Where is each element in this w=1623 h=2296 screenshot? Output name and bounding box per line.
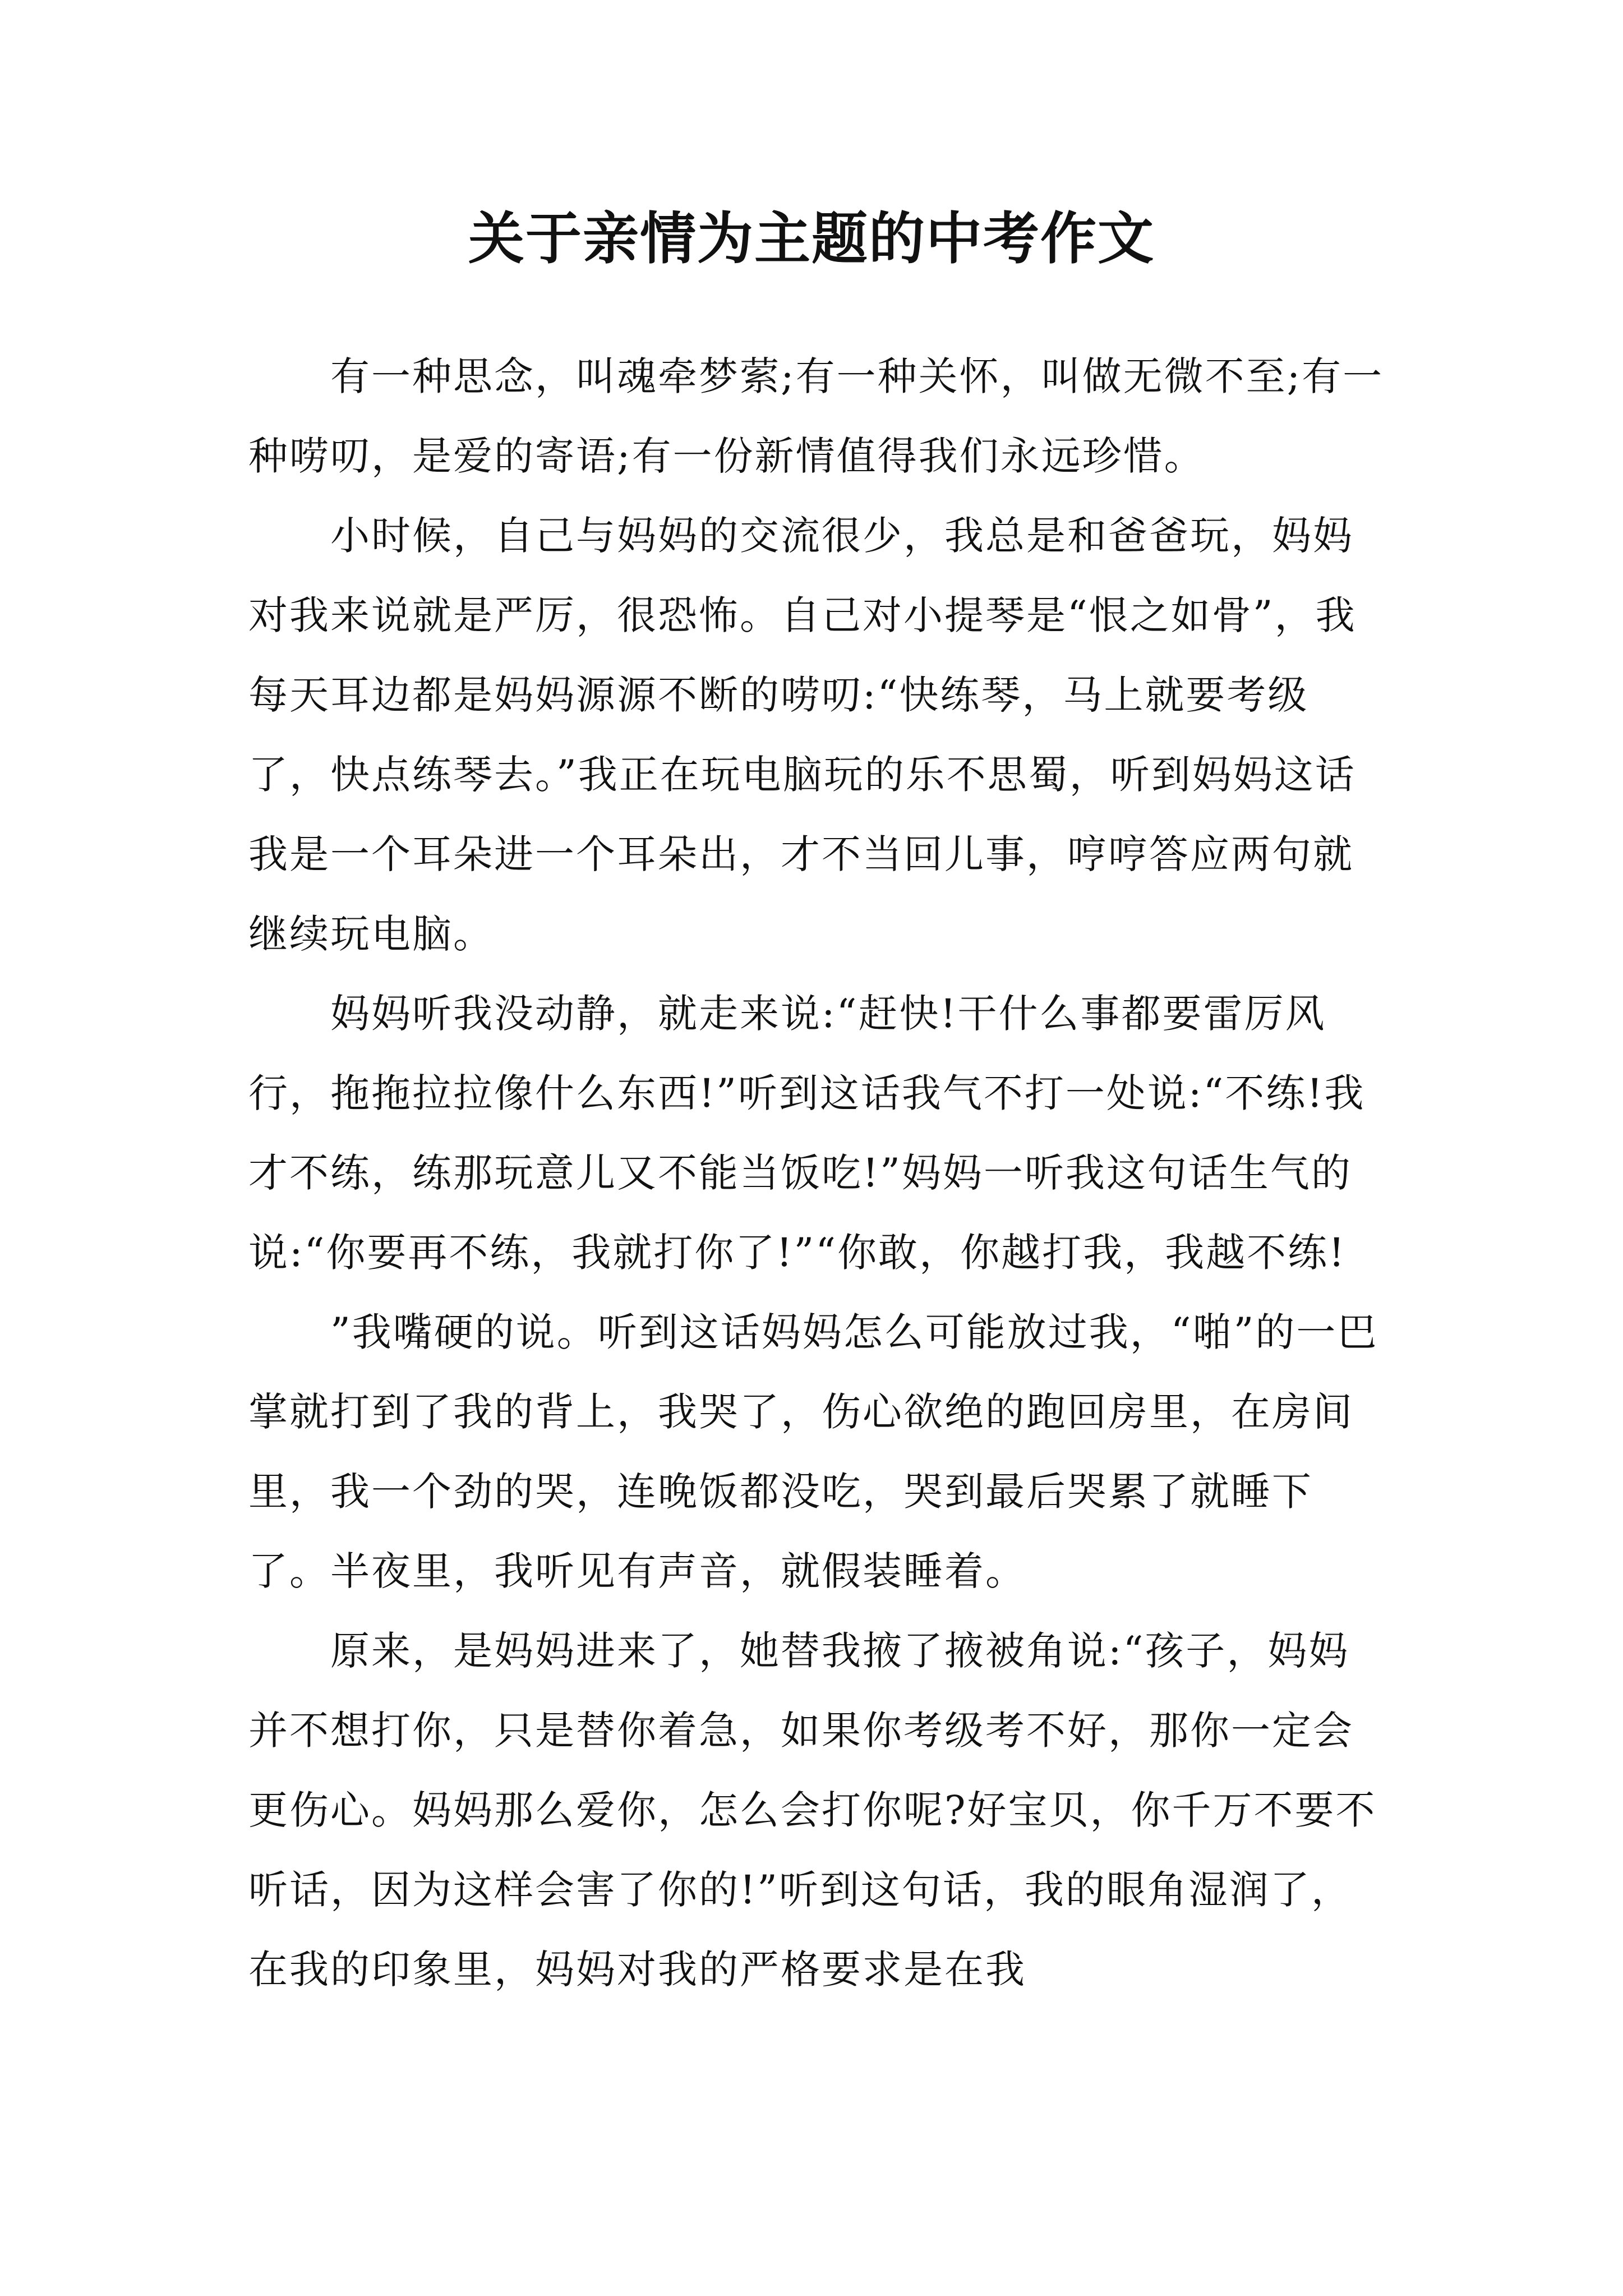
paragraph-1: 有一种思念，叫魂牵梦萦;有一种关怀，叫做无微不至;有一种唠叨，是爱的寄语;有一份新情值得我们永远珍惜。 xyxy=(248,353,1384,479)
document-title: 关于亲情为主题的中考作文 xyxy=(468,205,1155,272)
paragraph-3: 妈妈听我没动静，就走来说:“赶快!干什么事都要雷厉风行，拖拖拉拉像什么东西!”听到这话我气不打一处说:“不练!我才不练，练那玩意儿又不能当饭吃!”妈妈一听我这句话生气的说:“你要再不练，我就打你了!”“你敢，你越打我，我越不练! xyxy=(248,991,1366,1276)
paragraph-2: 小时候，自己与妈妈的交流很少，我总是和爸爸玩，妈妈对我来说就是严厉，很恐怖。自己对小提琴是“恨之如骨”，我每天耳边都是妈妈源源不断的唠叨:“快练琴，马上就要考级了，快点练琴去。”我正在玩电脑玩的乐不思蜀，听到妈妈这话我是一个耳朵进一个耳朵出，才不当回儿事，哼哼答应两句就继续玩电脑。 xyxy=(248,513,1357,957)
paragraph-4: ”我嘴硬的说。听到这话妈妈怎么可能放过我，“啪”的一巴掌就打到了我的背上，我哭了，伤心欲绝的跑回房里，在房间里，我一个劲的哭，连晚饭都没吃，哭到最后哭累了就睡下了。半夜里，我听见有声音，就假装睡着。 xyxy=(248,1309,1378,1594)
document-body xyxy=(248,337,1390,2009)
paragraph-5: 原来，是妈妈进来了，她替我掖了掖被角说:“孩子，妈妈并不想打你，只是替你着急，如果你考级考不好，那你一定会更伤心。妈妈那么爱你，怎么会打你呢?好宝贝，你千万不要不听话，因为这样会害了你的!”听到这句话，我的眼角湿润了，在我的印象里，妈妈对我的严格要求是在我 xyxy=(248,1628,1377,1993)
